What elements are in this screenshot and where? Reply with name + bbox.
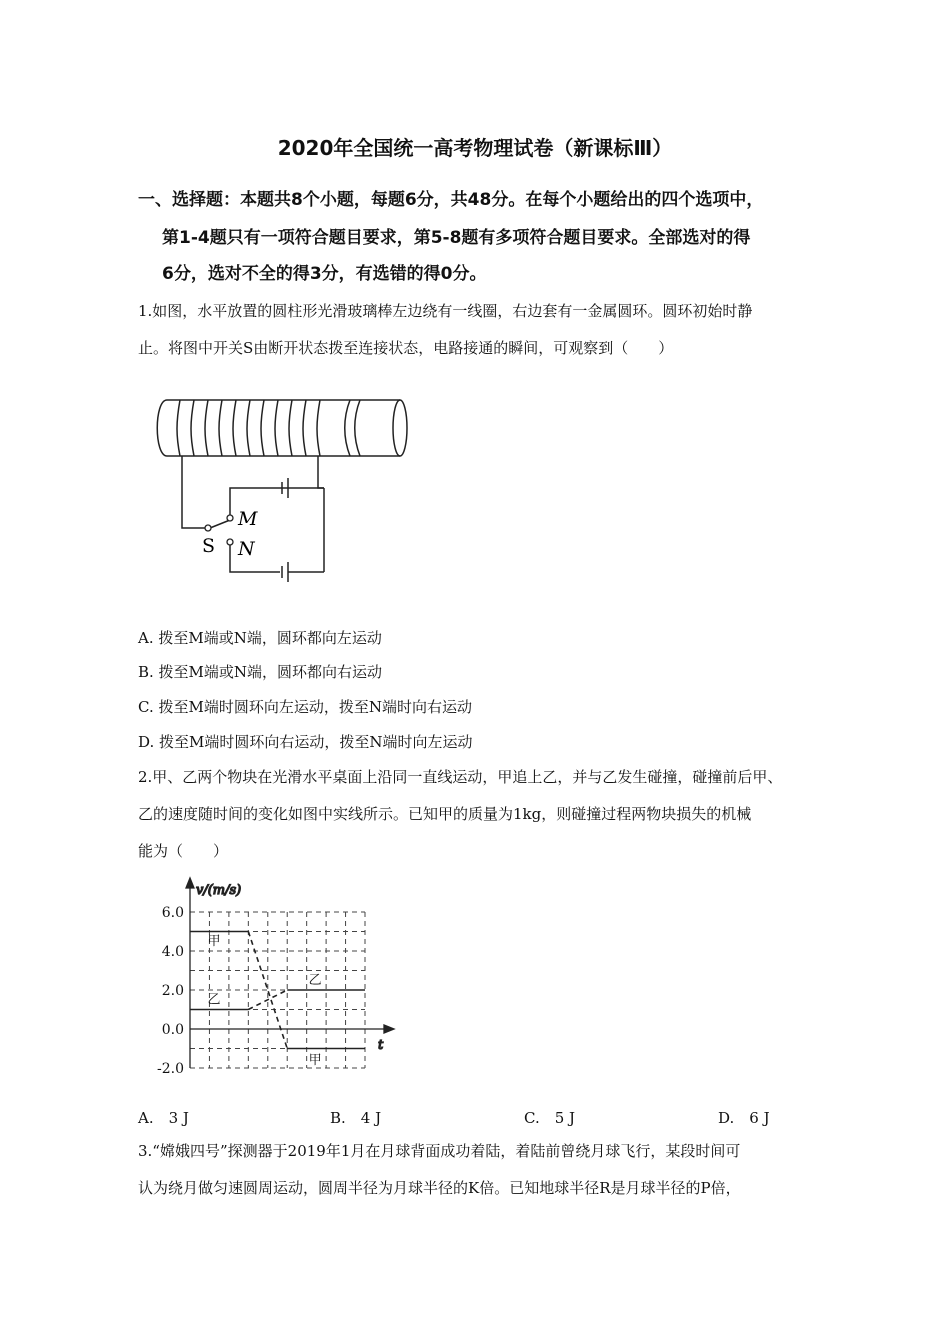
q3-text-line-2: 认为绕月做匀速圆周运动，圆周半径为月球半径的K倍。已知地球半径R是月球半径的P倍， — [138, 1179, 741, 1197]
section-instructions-line-2: 第1-4题只有一项符合题目要求，第5-8题有多项符合题目要求。全部选对的得 — [162, 228, 751, 248]
q2-option-a: A. 3 J — [138, 1109, 189, 1127]
section-instructions-line-3: 6分，选对不全的得3分，有选错的得0分。 — [162, 264, 487, 284]
q2-vt-chart — [150, 872, 410, 1082]
q1-option-b: B. 拨至M端或N端，圆环都向右运动 — [138, 663, 383, 681]
q2-text-line-3: 能为（ ） — [138, 842, 229, 860]
series-label: 甲 — [207, 934, 221, 950]
switch-label-n: N — [238, 538, 255, 560]
q1-text-line-2: 止。将图中开关S由断开状态拨至连接状态，电路接通的瞬间，可观察到（ ） — [138, 339, 674, 357]
q1-text-line-1: 1.如图，水平放置的圆柱形光滑玻璃棒左边绕有一线圈，右边套有一金属圆环。圆环初始时静 — [138, 302, 753, 320]
q2-option-c: C. 5 J — [524, 1109, 576, 1127]
q1-option-a: A. 拨至M端或N端，圆环都向左运动 — [138, 629, 382, 647]
section-instructions-line-1: 一、选择题：本题共8个小题，每题6分，共48分。在每个小题给出的四个选项中， — [138, 190, 764, 210]
x-axis-arrow — [384, 1025, 394, 1033]
series-label: 乙 — [308, 973, 322, 989]
y-tick-label: -2.0 — [157, 1061, 184, 1077]
y-axis-arrow — [186, 878, 194, 888]
q1-circuit-figure — [150, 392, 420, 592]
y-tick-label: 6.0 — [161, 905, 184, 921]
q1-option-c: C. 拨至M端时圆环向左运动，拨至N端时向右运动 — [138, 698, 472, 716]
q2-option-b: B. 4 J — [330, 1109, 382, 1127]
q2-text-line-2: 乙的速度随时间的变化如图中实线所示。已知甲的质量为1kg，则碰撞过程两物块损失的机械 — [138, 805, 752, 823]
q1-option-d: D. 拨至M端时圆环向右运动，拨至N端时向左运动 — [138, 733, 473, 751]
y-tick-label: 2.0 — [161, 983, 184, 999]
series-label: 乙 — [207, 992, 221, 1008]
switch-label-s: S — [202, 535, 216, 557]
y-tick-label: 4.0 — [161, 944, 184, 960]
q3-text-line-1: 3.“嫦娥四号”探测器于2019年1月在月球背面成功着陆，着陆前曾绕月球飞行，某段时间可 — [138, 1142, 741, 1160]
x-axis-label: t — [378, 1038, 384, 1053]
switch-label-m: M — [238, 508, 258, 530]
series-label: 甲 — [308, 1053, 322, 1069]
page-title: 2020年全国统一高考物理试卷（新课标Ⅲ） — [277, 136, 673, 160]
q2-option-d: D. 6 J — [718, 1109, 770, 1127]
q2-text-line-1: 2.甲、乙两个物块在光滑水平桌面上沿同一直线运动，甲追上乙，并与乙发生碰撞，碰撞前后甲、 — [138, 768, 783, 786]
y-tick-label: 0.0 — [161, 1022, 184, 1038]
y-axis-label: v/(m/s) — [196, 883, 242, 898]
